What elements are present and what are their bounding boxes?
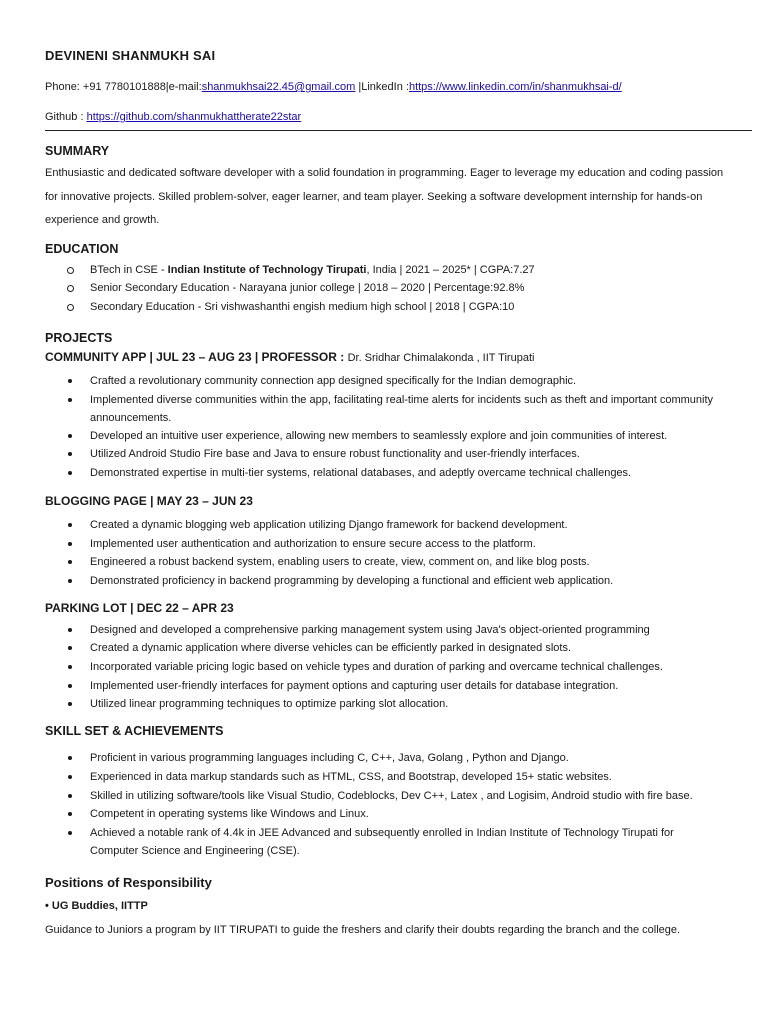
list-item: Created a dynamic blogging web application utilizing Django framework for backend development. [45,516,725,535]
list-item: Developed an intuitive user experience, allowing new members to seamlessly explore and join communities of interest. [45,427,725,446]
contact-line [45,80,725,94]
header-divider [45,130,752,131]
summary-heading: SUMMARY [45,144,110,158]
position-description: Guidance to Juniors a program by IIT TIRUPATI to guide the freshers and clarify their doubts regarding the branch and the college. [45,923,681,936]
education-heading: EDUCATION [45,241,119,256]
project-title: PARKING LOT | DEC 22 – APR 23 [45,600,234,615]
projects-heading: PROJECTS [45,331,113,345]
project-professor: Dr. Sridhar Chimalakonda , IIT Tirupati [347,352,535,364]
list-item: Utilized linear programming techniques to optimize parking slot allocation. [45,695,725,714]
list-item: Demonstrated proficiency in backend programming by developing a functional and efficient web application. [45,572,725,591]
list-item: Competent in operating systems like Windows and Linux. [45,805,725,824]
list-item: Implemented user authentication and authorization to ensure secure access to the platform. [45,535,725,554]
project-title: BLOGGING PAGE | MAY 23 – JUN 23 [45,493,253,508]
project-title [45,350,725,364]
list-item: Achieved a notable rank of 4.4k in JEE Advanced and subsequently enrolled in Indian Institute of Technology Tirupati for Computer Science and Engineering (CSE). [45,824,725,860]
education-details: , India | 2021 – 2025* | CGPA:7.27 [366,263,535,276]
list-item: Proficient in various programming languages including C, C++, Java, Golang , Python and Django. [45,749,725,768]
github-link[interactable]: https://github.com/shanmukhattherate22star [86,111,302,123]
education-item [45,261,725,280]
email-link[interactable]: shanmukhsai22.45@gmail.com [201,81,356,93]
list-item: Skilled in utilizing software/tools like Visual Studio, Codeblocks, Dev C++, Latex , and Logisim, Android studio with fire base. [45,787,725,806]
position-title: • UG Buddies, IITTP [45,899,148,912]
linkedin-link[interactable]: https://www.linkedin.com/in/shanmukhsai-d/ [408,81,622,93]
list-item: Utilized Android Studio Fire base and Java to ensure robust functionality and user-friendly interfaces. [45,445,725,464]
resume-page [45,48,725,937]
project-title-text: COMMUNITY APP | JUL 23 – AUG 23 | PROFESSOR : [45,350,348,364]
education-list [45,261,725,317]
list-item: Implemented user-friendly interfaces for payment options and capturing user details for database integration. [45,677,725,696]
skills-heading: SKILL SET & ACHIEVEMENTS [45,724,224,739]
list-item: Designed and developed a comprehensive parking management system using Java's object-oriented programming [45,621,725,640]
education-text: BTech in CSE - [90,263,168,276]
project-bullets [45,516,725,591]
education-item [45,279,725,298]
list-item: Implemented diverse communities within the app, facilitating real-time alerts for incidents such as theft and important community announcements. [45,391,725,427]
skills-bullets [45,749,725,860]
github-label: Github : [45,111,87,123]
list-item: Demonstrated expertise in multi-tier systems, relational databases, and adeptly overcame technical challenges. [45,464,725,483]
list-item: Crafted a revolutionary community connection app designed specifically for the Indian demographic. [45,372,725,391]
list-item: Created a dynamic application where diverse vehicles can be efficiently parked in designated slots. [45,639,725,658]
education-text: Senior Secondary Education - Narayana junior college | 2018 – 2020 | Percentage:92.8% [90,282,525,294]
positions-heading: Positions of Responsibility [45,874,212,890]
project-bullets [45,372,725,483]
candidate-name: DEVINENI SHANMUKH SAI [45,48,216,63]
education-item [45,298,725,317]
list-item: Experienced in data markup standards such as HTML, CSS, and Bootstrap, developed 15+ static websites. [45,768,725,787]
summary-text: Enthusiastic and dedicated software developer with a solid foundation in programming. Eager to leverage my education and coding passion for innovative projects. Skilled problem-solver, eager learner, and team player. Seeking a software development internship for hands-on experience and growth. [45,167,724,226]
project-bullets [45,621,725,715]
linkedin-label: |LinkedIn : [355,81,409,93]
phone-text: Phone: +91 7780101888|e-mail: [45,81,202,93]
list-item: Engineered a robust backend system, enabling users to create, view, comment on, and like blog posts. [45,553,725,572]
education-text: Secondary Education - Sri vishwashanthi engish medium high school | 2018 | CGPA:10 [90,300,515,313]
github-line [45,110,725,124]
education-institute: Indian Institute of Technology Tirupati [167,263,367,276]
list-item: Incorporated variable pricing logic based on vehicle types and duration of parking and overcame technical challenges. [45,658,725,677]
